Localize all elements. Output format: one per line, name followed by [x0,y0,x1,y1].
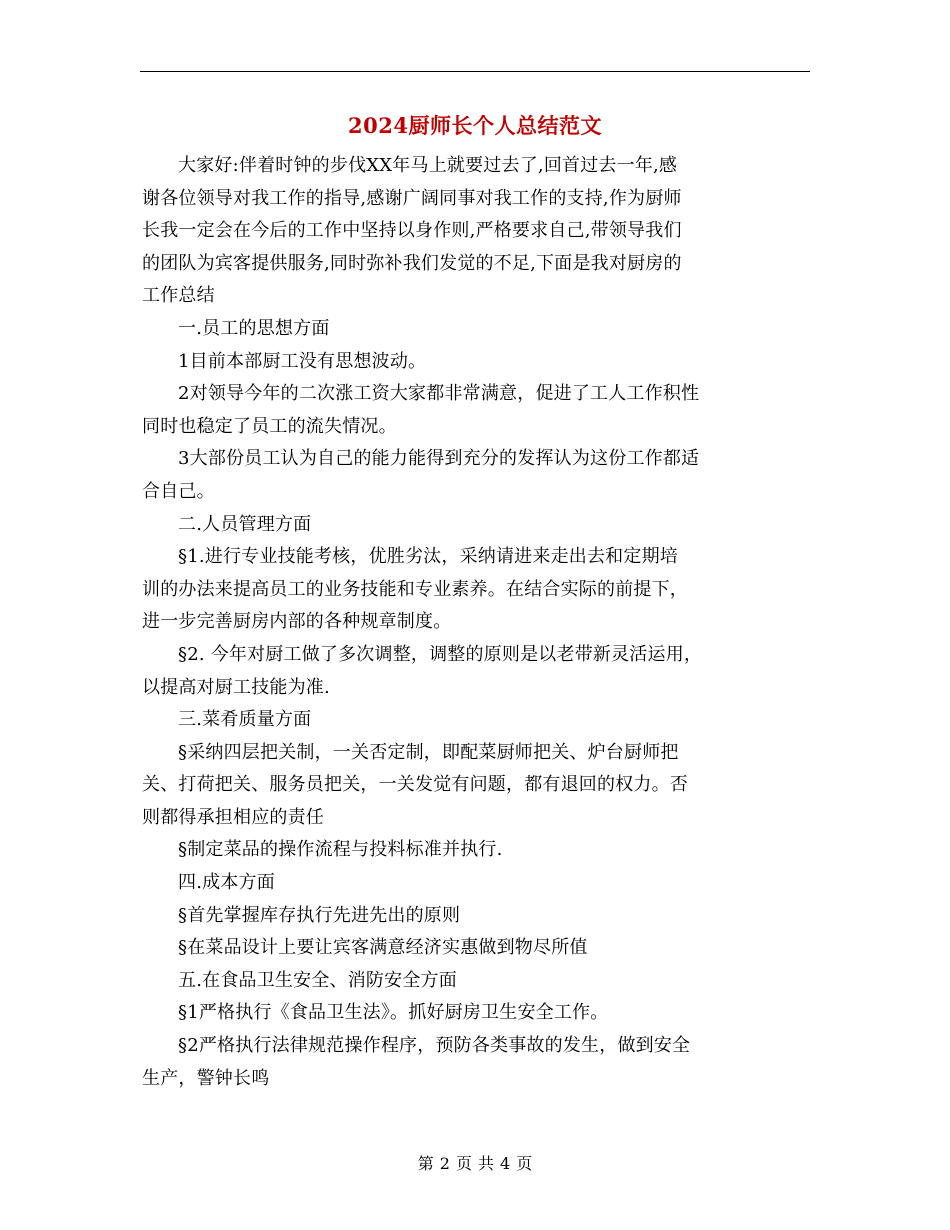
paragraph-line: §制定菜品的操作流程与投料标准并执行. [178,839,503,861]
paragraph [142,378,810,443]
footer-total-prefix: 共 [478,1154,495,1173]
paragraph-line: 三.菜肴质量方面 [178,709,312,731]
page-number: 2 [439,1154,450,1173]
paragraph-line: 二.人员管理方面 [178,513,312,535]
paragraph [142,313,810,346]
paragraph-line: 进一步完善厨房内部的各种规章制度。 [142,611,452,633]
paragraph [142,737,810,835]
paragraph-line: 以提高对厨工技能为准. [142,676,330,698]
paragraph-line: 同时也稳定了员工的流失情况。 [142,415,397,437]
paragraph-line: 大家好:伴着时钟的步伐XX年马上就要过去了,回首过去一年,感 [178,155,678,176]
paragraph [142,900,810,933]
paragraph-line: §1.进行专业技能考核，优胜劣汰，采纳请进来走出去和定期培 [178,546,678,568]
paragraph [142,932,810,965]
paragraph-line: 五.在食品卫生安全、消防安全方面 [178,969,457,991]
paragraph-line: 长我一定会在今后的工作中坚持以身作则,严格要求自己,带领导我们 [142,220,682,242]
paragraph [142,1030,810,1095]
document-title: 2024厨师长个人总结范文 [348,113,602,138]
paragraph [142,639,810,704]
document-body [142,150,810,1095]
paragraph-line: 生产，警钟长鸣 [142,1067,270,1089]
paragraph-line: §2严格执行法律规范操作程序，预防各类事故的发生，做到安全 [178,1035,691,1057]
header-rule [140,71,810,72]
paragraph-line: §首先掌握库存执行先进先出的原则 [178,904,461,926]
paragraph-line: 的团队为宾客提供服务,同时弥补我们发觉的不足,下面是我对厨房的 [142,252,682,274]
paragraph-line: 一.员工的思想方面 [178,317,330,339]
footer-suffix: 页 [516,1154,533,1173]
paragraph-line: 合自己。 [142,480,215,502]
paragraph [142,541,810,639]
paragraph [142,346,810,379]
paragraph-line: 谢各位领导对我工作的指导,感谢广阔同事对我工作的支持,作为厨师 [142,187,682,209]
paragraph-line: 则都得承担相应的责任 [142,806,324,828]
paragraph-line: 2对领导今年的二次涨工资大家都非常满意，促进了工人工作积性 [178,383,700,405]
page-footer [0,1152,950,1176]
footer-prefix: 第 [417,1154,434,1173]
paragraph [142,150,810,313]
paragraph-line: §2. 今年对厨工做了多次调整，调整的原则是以老带新灵活运用， [178,643,703,665]
paragraph-line: §采纳四层把关制，一关否定制，即配菜厨师把关、炉台厨师把 [178,741,679,763]
paragraph [142,997,810,1030]
paragraph-line: 四.成本方面 [178,872,275,894]
paragraph-line: 训的办法来提高员工的业务技能和专业素养。在结合实际的前提下， [142,578,688,600]
paragraph-line: 关、打荷把关、服务员把关，一关发觉有问题，都有退回的权力。否 [142,774,688,796]
paragraph-line: §1严格执行《食品卫生法》。抓好厨房卫生安全工作。 [178,1002,609,1024]
paragraph [142,509,810,542]
page-total: 4 [500,1154,511,1173]
paragraph [142,443,810,508]
paragraph [142,867,810,900]
footer-mid: 页 [455,1154,472,1173]
paragraph-line: 工作总结 [142,285,215,307]
paragraph [142,965,810,998]
paragraph-line: §在菜品设计上要让宾客满意经济实惠做到物尽所值 [178,937,588,959]
paragraph [142,704,810,737]
paragraph [142,834,810,867]
paragraph-line: 3大部份员工认为自己的能力能得到充分的发挥认为这份工作都适 [178,448,700,470]
paragraph-line: 1目前本部厨工没有思想波动。 [178,350,427,372]
